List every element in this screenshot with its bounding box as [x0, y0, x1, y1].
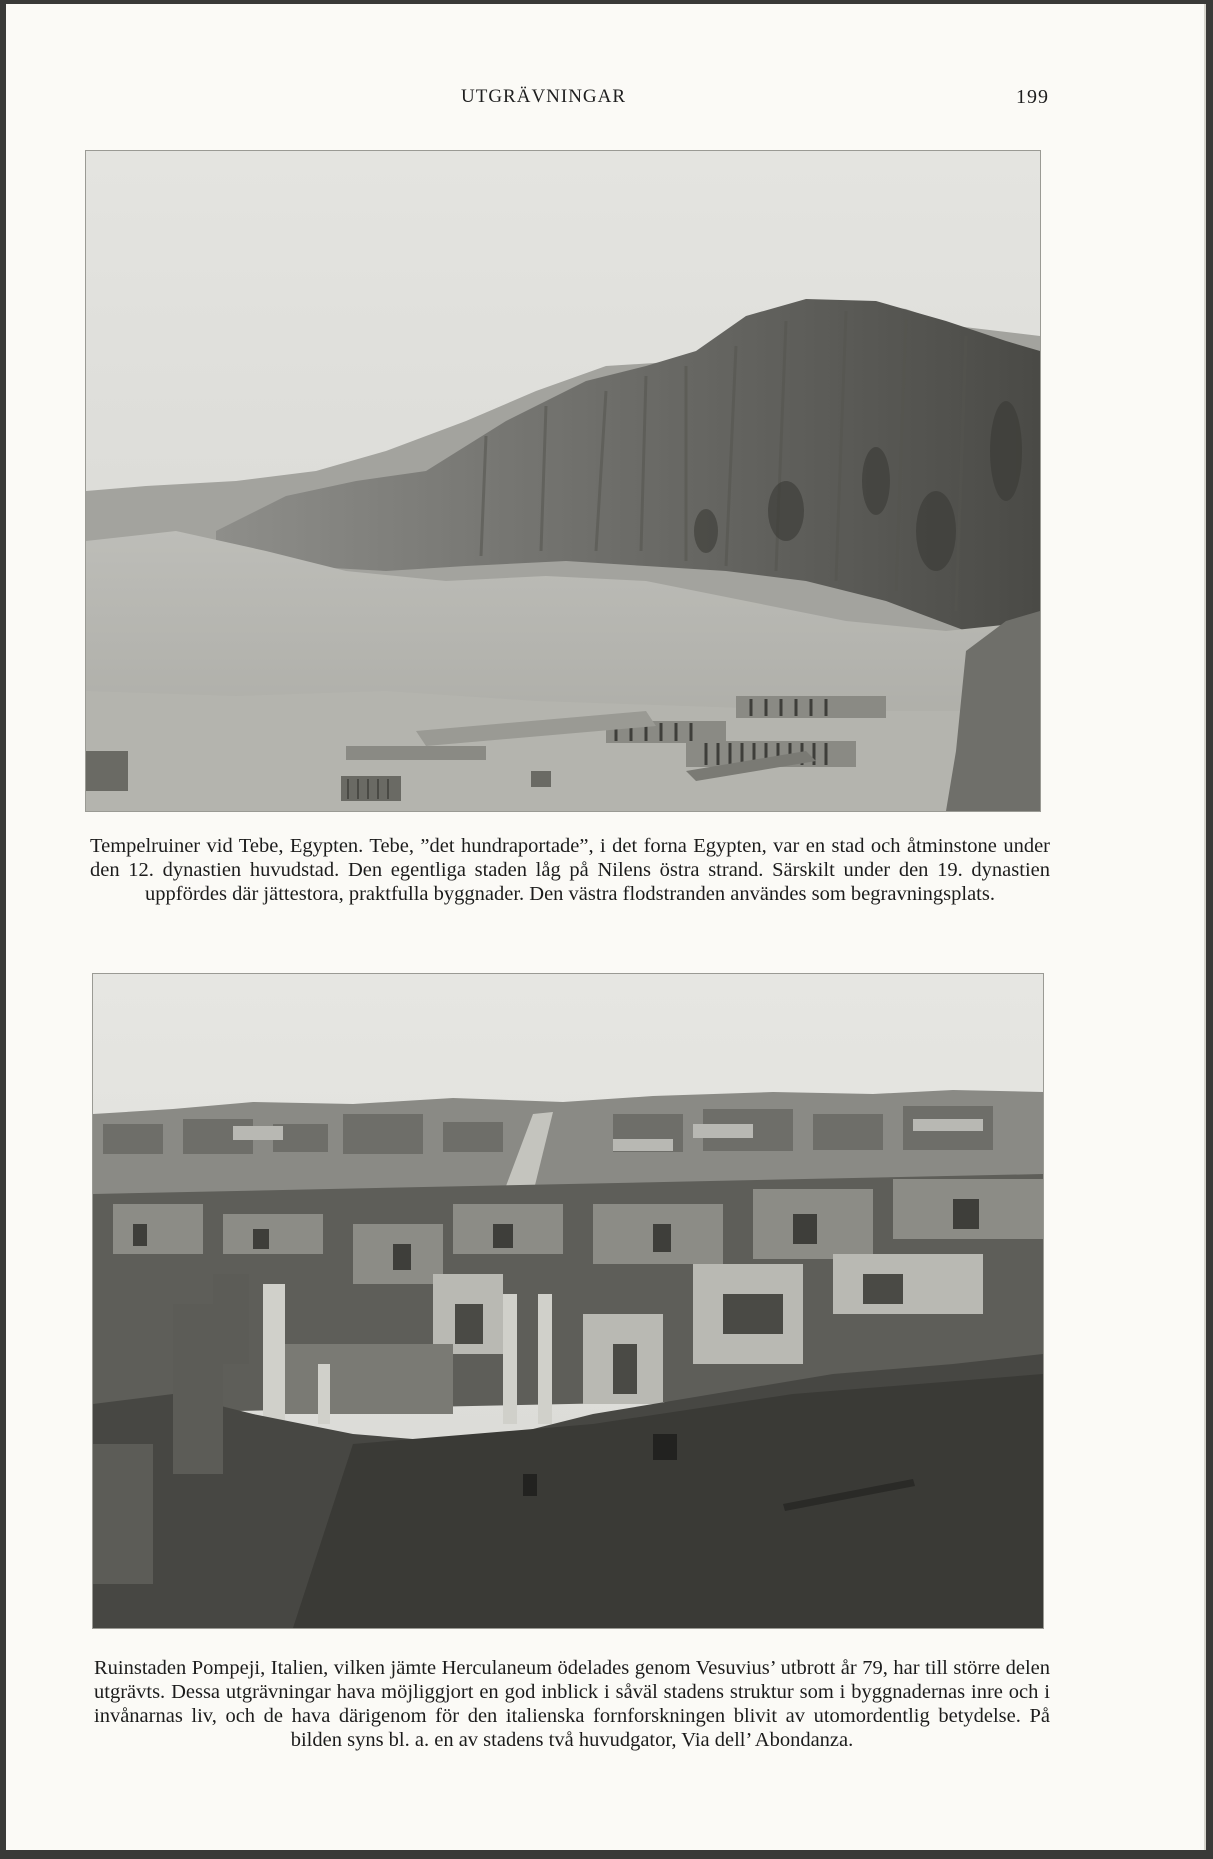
photo-pompeii-ruins	[92, 973, 1044, 1629]
caption-pompeii: Ruinstaden Pompeji, Italien, vilken jämte Herculaneum ödelades genom Vesuvius’ utbrott år 79, har till större delen utgrävts. Dessa utgrävningar hava möjliggjort en god inblick i såväl stadens struktur som i byggnadernas inre och i invånarnas liv, och de hava därigenom för den italienska fornforskningen blivit av utomordentlig betydelse. På bilden syns bl. a. en av stadens två huvudgator, Via dell’ Abondanza.	[94, 1657, 1050, 1751]
photo-thebes-temple-ruins	[85, 150, 1041, 812]
running-head: UTGRÄVNINGAR	[461, 86, 627, 107]
book-page	[6, 4, 1206, 1850]
thebes-photo-drawing	[86, 151, 1040, 811]
caption-thebes: Tempelruiner vid Tebe, Egypten. Tebe, ”det hundraportade”, i det forna Egypten, var en stad och åtminstone under den 12. dynastien huvudstad. Den egentliga staden låg på Nilens östra strand. Särskilt under den 19. dynastien uppfördes där jättestora, praktfulla byggnader. Den västra flodstranden användes som begravningsplats.	[90, 835, 1050, 905]
page-number: 199	[1016, 86, 1049, 108]
pompeii-photo-drawing	[93, 974, 1043, 1628]
page-header	[6, 86, 1204, 116]
